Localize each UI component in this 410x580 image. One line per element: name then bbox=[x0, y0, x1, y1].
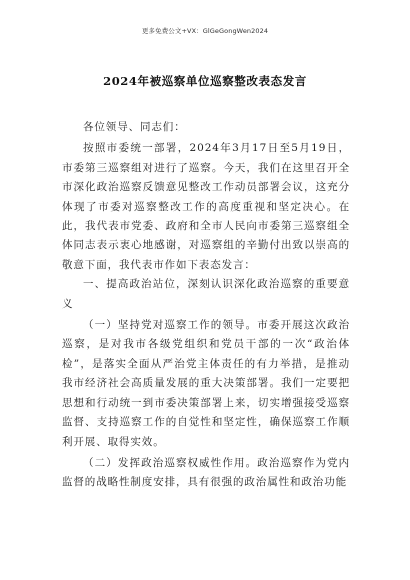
document-title: 2024年被巡察单位巡察整改表态发言 bbox=[103, 74, 307, 88]
header-note: 更多免费公文+VX：GlGeGongWen2024 bbox=[141, 27, 269, 35]
paragraph-subsection-2: （二）发挥政治巡察权威性作用。政治巡察作为党内监督的战略性制度安排，具有很强的政治属性和政治功能 bbox=[62, 456, 350, 489]
paragraph-intro: 按照市委统一部署，2024年3月17日至5月19日，市委第三巡察组对进行了巡察。今天，我们在这里召开全市深化政治巡察反馈意见整改工作动员部署会议，这充分体现了市委对巡察整改工作的高度重视和坚定决心。在此，我代表市党委、政府和全市人民向市委第三巡察组全体同志表示衷心地感谢，对巡察组的辛勤付出致以崇高的敬意下面，我代表市作如下表态发言： bbox=[62, 142, 350, 271]
salutation: 各位领导、同志们： bbox=[83, 121, 186, 133]
document-body bbox=[62, 118, 350, 493]
section-heading-1: 一、提高政治站位，深刻认识深化政治巡察的重要意义 bbox=[62, 278, 350, 310]
paragraph-subsection-1: （一）坚持党对巡察工作的领导。市委开展这次政治巡察，是对我市各级党组织和党员干部的一次“政治体检”，是落实全面从严治党主体责任的有力举措，是推动我市经济社会高质量发展的重大决策部署。我们一定要把思想和行动统一到市委决策部署上来，切实增强接受巡察监督、支持巡察工作的自觉性和坚定性，确保巡察工作顺利开展、取得实效。 bbox=[62, 319, 350, 448]
